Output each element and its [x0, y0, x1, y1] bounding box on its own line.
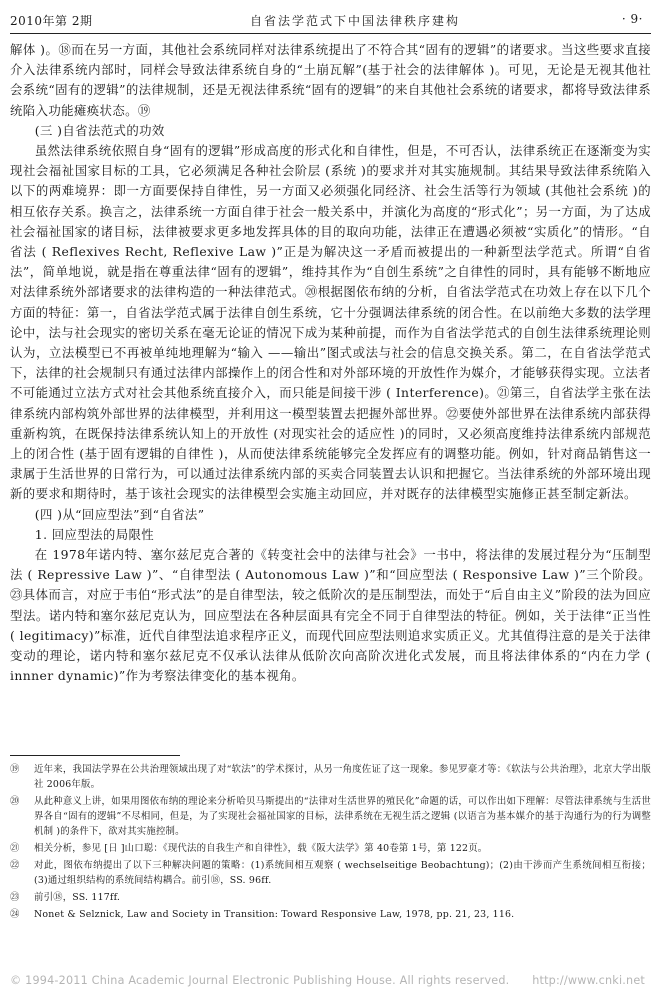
footnote-number: ㉓: [10, 892, 20, 903]
running-header: [10, 10, 651, 32]
paragraph-1: 解体 )。⑱而在另一方面，其他社会系统同样对法律系统提出了不符合其“固有的逻辑”的诸要求。当这些要求直接介入法律系统内部时，同样会导致法律系统自身的“土崩瓦解”(基于社会的法律解体 )。可见，无论是无视其他社会系统“固有的逻辑”的法律规制，还是无视法律系统“固有的逻辑”的来自其他社会系统的诸要求，都将导致法律系统陷入功能瘫痪状态。⑲: [10, 42, 651, 118]
copyright-text: © 1994-2011 China Academic Journal Electronic Publishing House. All rights reserved.: [10, 974, 510, 987]
footnote-item: [10, 890, 651, 905]
footnote-text: 从此种意义上讲，如果用图依布纳的理论来分析哈贝马斯提出的“法律对生活世界的殖民化”命题的话，可以作出如下理解：尽管法律系统与生活世界各自“固有的逻辑”不尽相同，但是，为了实现社会福祉国家的目标，法律系统在无视生活之逻辑 (以语言为基本媒介的基于沟通行为的行为调整机制 )的条件下，欲对其实施控制。: [34, 796, 651, 837]
footnote-number: ㉔: [10, 909, 20, 920]
running-title: 自省法学范式下中国法律秩序建构: [250, 14, 461, 28]
footnote-item: [10, 762, 651, 792]
footnote-text: 对此，图依布纳提出了以下三种解决问题的策略：(1)系统间相互观察 ( wechselseitige Beobachtung)；(2)由干涉而产生系统间相互衔接；(3)通过组织结构的系统间结构耦合。前引⑱，SS. 96ff.: [34, 860, 651, 886]
section-heading-4: (四 )从“回应型法”到“自省法”: [34, 506, 205, 522]
footnote-text: 相关分析，参见 [日 ]山口聪：《现代法的自我生产和自律性》，载《阪大法学》第 40卷第 1号，第 122页。: [34, 843, 488, 854]
footnote-number: ⑳: [10, 796, 20, 807]
footnote-item: [10, 907, 651, 922]
footnotes: [10, 762, 651, 924]
article-body: [10, 40, 651, 687]
paragraph-2: 虽然法律系统依照自身“固有的逻辑”形成高度的形式化和自律性，但是，不可否认，法律系统正在逐渐变为实现社会福祉国家目标的工具，它必须满足各种社会阶层 (系统 )的要求并对其实施规制。其结果导致法律系统陷入以下的两难境界：即一方面要保持自律性，另一方面又必须强化同经济、社会生活等行为领域 (其他社会系统 )的相互依存关系。换言之，法律系统一方面自律于社会一般关系中，并演化为高度的“形式化”；另一方面，为了达成社会福祉国家的诸目标，法律被要求更多地发挥具体的目的取向功能，法律正在遭遇必须被“实质化”的情形。“自省法 ( Reflexives Recht, Reflexive Law )”正是为解决这一矛盾而被提出的一种新型法学范式。所谓“自省法”，简单地说，就是指在尊重法律“固有的逻辑”，维持其作为“自创生系统”之自律性的同时，具有能够不断地应对法律系统外部诸要求的法律构造的一种法律范式。⑳根据图依布纳的分析，自省法学范式在功效上存在以下几个方面的特征：第一，自省法学范式属于法律自创生系统，它十分强调法律系统的闭合性。在以前绝大多数的法学理论中，法与社会现实的密切关系在毫无论证的情况下成为某种前提，而作为自省法学范式的自创生法律系统理论则认为，立法模型已不再被单纯地理解为“输入 ——输出”图式或法与社会的信息交换关系。第二，在自省法学范式下，法律的社会规制只有通过法律内部操作上的闭合性和对外部环境的开放性作为媒介，才能够获得实现。立法者不可能通过立法方式对社会其他系统直接介入，而只能是间接干涉 ( Interference)。㉑第三，自省法学主张在法律系统内部构筑外部世界的法律模型，并利用这一模型装置去把握外部世界。㉒要使外部世界在法律系统内部获得重新构筑，在既保持法律系统认知上的开放性 (对现实社会的适应性 )的同时，又必须高度维持法律系统内部规范上的闭合性 (基于固有逻辑的自律性 )，从而使法律系统能够完全发挥应有的调整功能。例如，针对商品销售这一隶属于生活世界的日常行为，可以通过法律系统内部的买卖合同装置去认识和把握它。当法律系统的外部环境出现新的要求和期待时，基于该社会现实的法律模型会实施主动回应，并对既存的法律模型实施修正甚至制定新法。: [10, 143, 651, 502]
cnki-link[interactable]: http://www.cnki.net: [532, 974, 645, 987]
footnote-item: [10, 858, 651, 888]
header-rule: [10, 33, 651, 34]
footnote-text: 前引⑱，SS. 117ff.: [34, 892, 121, 903]
footnote-text: Nonet & Selznick, Law and Society in Transition: Toward Responsive Law, 1978, pp. 21, 23, 116.: [34, 909, 515, 920]
section-heading-3: (三 )自省法范式的功效: [34, 122, 165, 138]
subsection-heading-1: 1. 回应型法的局限性: [34, 526, 155, 542]
footnote-text: 近年来，我国法学界在公共治理领域出现了对“软法”的学术探讨，从另一角度佐证了这一现象。参见罗豪才等：《软法与公共治理》，北京大学出版社 2006年版。: [34, 764, 651, 790]
journal-issue: 2010年第 2期: [10, 14, 93, 28]
copyright-footer: [10, 974, 651, 990]
footnote-number: ㉒: [10, 860, 20, 871]
footnote-number: ⑲: [10, 764, 20, 775]
footnote-item: [10, 794, 651, 839]
footnote-number: ㉑: [10, 843, 20, 854]
footnote-rule: [10, 755, 180, 756]
paragraph-3: 在 1978年诺内特、塞尔兹尼克合著的《转变社会中的法律与社会》一书中，将法律的发展过程分为“压制型法 ( Repressive Law )”、“自律型法 ( Autonomous Law )”和“回应型法 ( Responsive Law )”三个阶段。㉓具体而言，对应于韦伯“形式法”的是自律型法，较之低阶次的是压制型法，而处于“后自由主义”阶段的法为回应型法。诺内特和塞尔兹尼克认为，回应型法在各种层面具有完全不同于自律型法的特征。例如，关于法律“正当性 ( legitimacy)”标准，近代自律型法追求程序正义，而现代回应型法则追求实质正义。尤其值得注意的是关于法律变动的理论，诺内特和塞尔兹尼克不仅承认法律从低阶次向高阶次进化式发展，而且将法律体系的“内在力学 ( innner dynamic)”作为考察法律变化的基本视角。: [10, 547, 651, 684]
page-number: · 9·: [621, 12, 643, 26]
footnote-item: [10, 841, 651, 856]
